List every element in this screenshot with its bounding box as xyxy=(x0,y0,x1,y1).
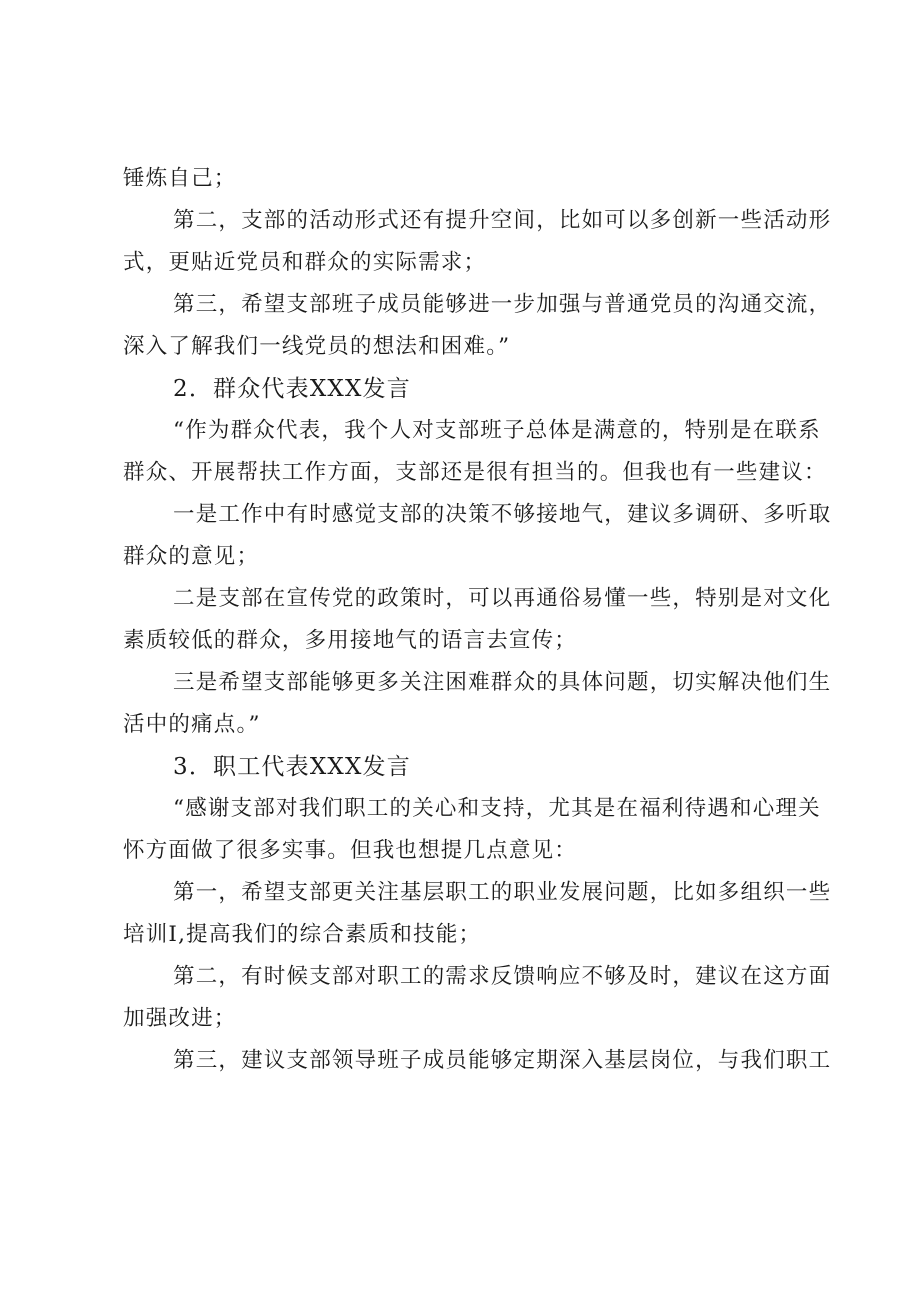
text-line: 活中的痛点。” xyxy=(123,712,261,737)
text-line: 培训I,提高我们的综合素质和技能； xyxy=(123,922,482,947)
text-line: 第三，希望支部班子成员能够进一步加强与普通党员的沟通交流， xyxy=(173,292,832,317)
text-line: 素质较低的群众，多用接地气的语言去宣传； xyxy=(123,628,578,653)
text-line: 式，更贴近党员和群众的实际需求； xyxy=(123,250,487,275)
text-line: 怀方面做了很多实事。但我也想提几点意见： xyxy=(123,838,578,863)
text-line: 第三，建议支部领导班子成员能够定期深入基层岗位，与我们职工 xyxy=(173,1048,832,1073)
text-line: “作为群众代表，我个人对支部班子总体是满意的，特别是在联系 xyxy=(173,418,821,443)
text-line: 第二，支部的活动形式还有提升空间，比如可以多创新一些活动形 xyxy=(173,208,832,233)
text-line: 第二，有时候支部对职工的需求反馈响应不够及时，建议在这方面 xyxy=(173,964,832,989)
section-heading: 2．群众代表XXX发言 xyxy=(173,376,411,402)
text-line: 三是希望支部能够更多关注困难群众的具体问题，切实解决他们生 xyxy=(173,670,832,695)
text-line: 锤炼自己； xyxy=(123,166,237,191)
text-line: “感谢支部对我们职工的关心和支持，尤其是在福利待遇和心理关 xyxy=(173,796,821,821)
section-heading: 3．职工代表XXX发言 xyxy=(173,754,411,780)
document-body xyxy=(123,158,832,1082)
text-line: 深入了解我们一线党员的想法和困难。” xyxy=(123,334,511,359)
text-line: 群众的意见； xyxy=(123,544,260,569)
text-line: 一是工作中有时感觉支部的决策不够接地气，建议多调研、多听取 xyxy=(173,502,832,527)
text-line: 群众、开展帮扶工作方面，支部还是很有担当的。但我也有一些建议： xyxy=(123,460,827,485)
text-line: 二是支部在宣传党的政策时，可以再通俗易懂一些，特别是对文化 xyxy=(173,586,832,611)
text-line: 加强改进； xyxy=(123,1006,237,1031)
text-line: 第一，希望支部更关注基层职工的职业发展问题，比如多组织一些 xyxy=(173,880,832,905)
